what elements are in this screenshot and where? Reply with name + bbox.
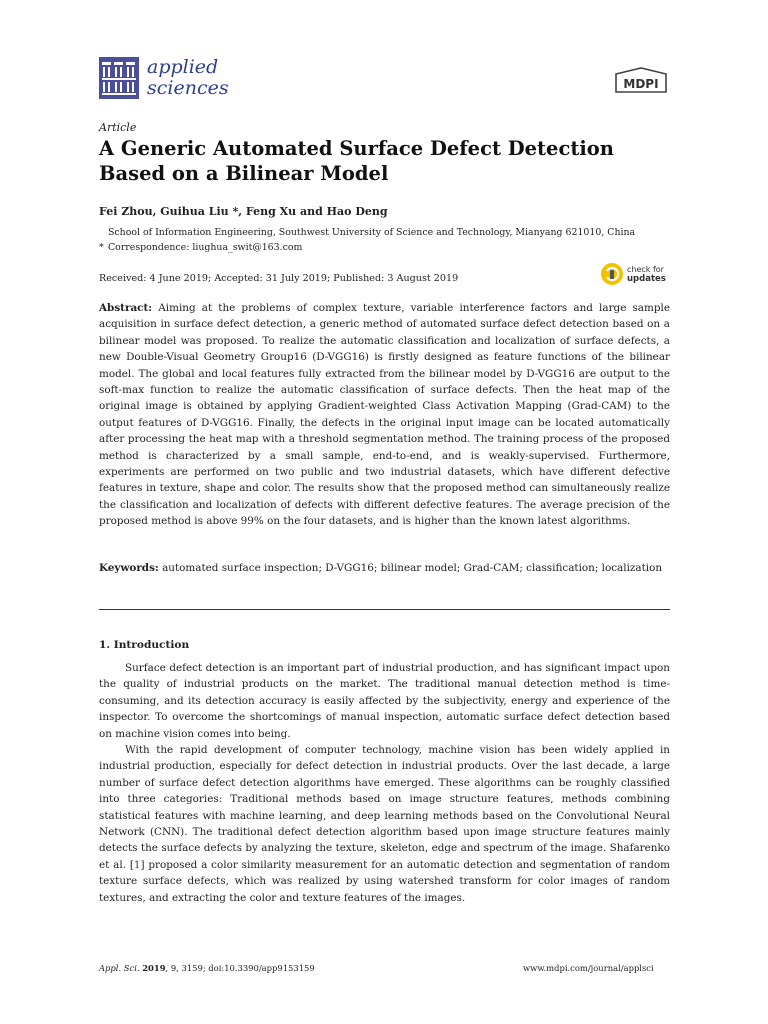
abstract-label: Abstract: xyxy=(99,302,153,314)
check-for-updates-text xyxy=(627,265,666,284)
journal-logo[interactable] xyxy=(99,57,229,99)
journal-building-icon xyxy=(99,57,139,99)
section-divider xyxy=(99,609,670,610)
mdpi-logo-text: MDPI xyxy=(623,77,659,91)
check-for-updates-icon xyxy=(600,262,624,286)
introduction-body xyxy=(99,660,670,906)
mdpi-badge-icon xyxy=(612,66,670,96)
journal-name-line1: applied xyxy=(147,56,219,78)
intro-paragraph-2-part-b: ] proposed a color similarity measurement for an automatic detection and segmentation of random texture surface defects, which was realized by using watershed transform for color images of random textures, and extracting the color and texture features of the images. xyxy=(99,858,670,904)
journal-name xyxy=(147,57,229,99)
check-line2: updates xyxy=(627,273,666,284)
keywords-label: Keywords: xyxy=(99,562,159,574)
keywords xyxy=(99,560,670,576)
publication-dates: Received: 4 June 2019; Accepted: 31 July 2019; Published: 3 August 2019 xyxy=(99,273,459,284)
citation-link-1[interactable]: 1 xyxy=(133,858,141,871)
affiliation: School of Information Engineering, Southwest University of Science and Technology, Mianyang 621010, China xyxy=(108,227,636,238)
intro-paragraph-2-part-a: With the rapid development of computer technology, machine vision has been widely applied in industrial production, especially for defect detection in industrial products. Over the last decade, a large number of surface defect detection algorithms have emerged. These algorithms can be roughly classified into three categories: Traditional methods based on image structure features, methods combining statistical features with machine learning, and deep learning methods based on the Convolutional Neural Network (CNN). The traditional defect detection algorithm based upon image structure features mainly detects the surface defects by analyzing the texture, skeleton, edge and spectrum of the image. Shafarenko et al. [ xyxy=(99,744,670,871)
abstract-text: Aiming at the problems of complex texture, variable interference factors and large sample acquisition in surface defect detection, a generic method of automated surface defect detection based on a bilinear model was proposed. To realize the automatic classification and localization of surface defects, a new Double-Visual Geometry Group16 (D-VGG16) is firstly designed as feature functions of the bilinear model. The global and local features fully extracted from the bilinear model by D-VGG16 are output to the soft-max function to realize the automatic classification of surface defects. Then the heat map of the original image is obtained by applying Gradient-weighted Class Activation Mapping (Grad-CAM) to the output features of D-VGG16. Finally, the defects in the original input image can be located automatically after processing the heat map with a threshold segmentation method. The training process of the proposed method is characterized by a small sample, end-to-end, and is weakly-supervised. Furthermore, experiments are performed on two public and two industrial datasets, which have different defective features in texture, shape and color. The results show that the proposed method can simultaneously realize the classification and localization of defects with different defective features. The average precision of the proposed method is above 99% on the four datasets, and is higher than the known latest algorithms. xyxy=(99,302,670,528)
section-heading-introduction: 1. Introduction xyxy=(99,639,190,651)
mdpi-logo[interactable] xyxy=(612,66,670,100)
footer-citation xyxy=(99,963,315,973)
affiliation-block xyxy=(99,225,679,255)
footer-url[interactable]: www.mdpi.com/journal/applsci xyxy=(523,963,654,973)
footer-year: 2019 xyxy=(142,963,166,973)
abstract xyxy=(99,300,670,530)
paper-title: A Generic Automated Surface Defect Detection Based on a Bilinear Model xyxy=(99,137,614,185)
author-list: Fei Zhou, Guihua Liu *, Feng Xu and Hao Deng xyxy=(99,205,388,218)
intro-paragraph-2 xyxy=(99,742,670,906)
check-line1: check for xyxy=(627,264,664,274)
check-for-updates-badge[interactable] xyxy=(600,262,666,286)
keywords-text: automated surface inspection; D-VGG16; bilinear model; Grad-CAM; classification; localization xyxy=(162,562,663,574)
correspondence[interactable]: Correspondence: liughua_swit@163.com xyxy=(108,242,303,253)
intro-paragraph-1: Surface defect detection is an important part of industrial production, and has significant impact upon the quality of industrial products on the market. The traditional manual detection method is time-consuming, and its detection accuracy is easily affected by the subjectivity, energy and experience of the inspector. To overcome the shortcomings of manual inspection, automatic surface defect detection based on machine vision comes into being. xyxy=(99,662,670,740)
footer-citation-rest: , 9, 3159; doi:10.3390/app9153159 xyxy=(165,963,315,973)
journal-name-line2: sciences xyxy=(147,77,229,99)
article-type: Article xyxy=(99,121,137,134)
correspondence-mark: * xyxy=(99,242,104,253)
footer-journal-abbrev: Appl. Sci. xyxy=(99,963,140,973)
